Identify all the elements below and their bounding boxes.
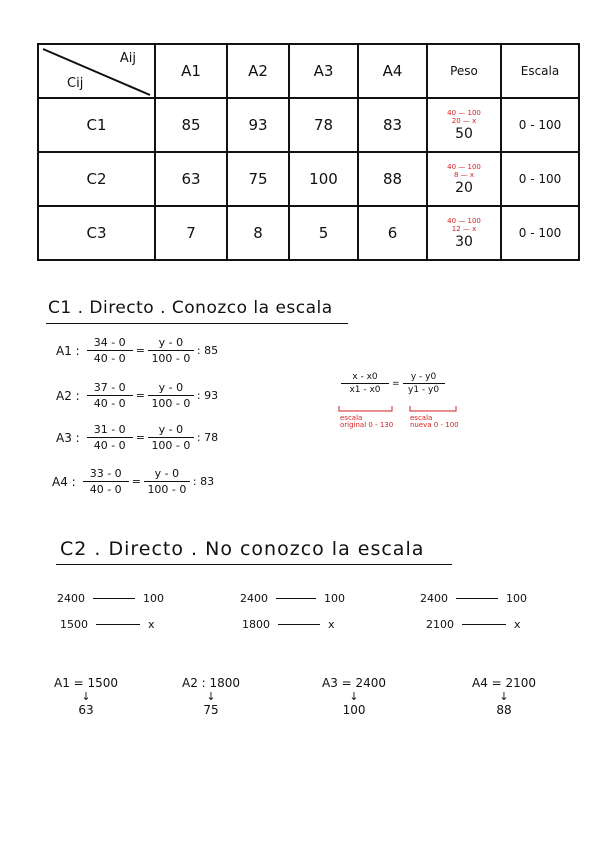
cell-c2-a4: 88	[358, 152, 427, 206]
equation-label: A2 :	[56, 388, 80, 403]
denominator: 40 - 0	[89, 483, 122, 496]
cell-c2-escala: 0 - 100	[501, 152, 579, 206]
fraction	[148, 336, 194, 365]
cell-c1-peso	[427, 98, 501, 152]
table-header-row	[38, 44, 579, 98]
numerator: y - 0	[148, 423, 194, 438]
denominator: x1 - x0	[349, 385, 381, 395]
numerator: x - x0	[341, 372, 389, 384]
peso-value: 30	[455, 234, 473, 250]
peso-note: 40 — 100	[447, 163, 481, 171]
prop-dash	[276, 598, 316, 599]
header-aij: Aij	[119, 51, 136, 66]
numerator: y - 0	[148, 336, 194, 351]
equation-a2: A2 : $\frac{37 - 0}{40 - 0}$ = $\frac{y - 0}{100 - 0}$ : 93	[56, 381, 219, 410]
cell-c3-peso	[427, 206, 501, 260]
cell-c1-a3: 78	[289, 98, 358, 152]
prop-dash	[93, 598, 135, 599]
equation-result: : 78	[196, 431, 219, 444]
result-label: A1 = 1500	[54, 676, 119, 690]
prop-dash	[456, 598, 498, 599]
row-label-c3: C3	[38, 206, 155, 260]
fraction	[148, 423, 194, 452]
equation-a4: A4 : $\frac{33 - 0}{40 - 0}$ = $\frac{y - 0}{100 - 0}$ : 83	[52, 467, 215, 496]
result-a4	[472, 676, 536, 717]
criteria-table	[37, 43, 580, 261]
fraction	[144, 467, 190, 496]
col-header-a3: A3	[289, 44, 358, 98]
down-arrow-icon: ↓	[81, 690, 91, 703]
prop-value: 100	[324, 592, 345, 605]
table-row	[38, 152, 579, 206]
result-label: A3 = 2400	[322, 676, 387, 690]
denominator: 40 - 0	[93, 352, 126, 365]
equation-a3: A3 : $\frac{31 - 0}{40 - 0}$ = $\frac{y - 0}{100 - 0}$ : 78	[56, 423, 219, 452]
col-header-escala: Escala	[501, 44, 579, 98]
cell-c1-a1: 85	[155, 98, 227, 152]
prop-value: 2400	[420, 592, 448, 605]
denominator: 100 - 0	[151, 397, 191, 410]
denominator: 40 - 0	[93, 439, 126, 452]
equation-result: : 93	[196, 389, 219, 402]
equation-a1: A1 : $\frac{34 - 0}{40 - 0}$ = $\frac{y - 0}{100 - 0}$ : 85	[56, 336, 219, 365]
numerator: y - 0	[144, 467, 190, 482]
peso-note: 12 — x	[451, 225, 477, 233]
numerator: 34 - 0	[87, 336, 133, 351]
cell-c3-a2: 8	[227, 206, 289, 260]
result-a2	[182, 676, 240, 717]
prop-dash	[278, 624, 320, 625]
numerator: y - y0	[403, 372, 445, 384]
note-text: nueva 0 - 100	[410, 421, 459, 429]
col-header-a2: A2	[227, 44, 289, 98]
result-value: 100	[342, 703, 366, 717]
down-arrow-icon: ↓	[499, 690, 509, 703]
diagonal-header-cell	[38, 44, 155, 98]
note-original-scale	[340, 415, 393, 429]
peso-value: 20	[455, 180, 473, 196]
equation-label: A4 :	[52, 474, 76, 489]
fraction	[403, 372, 445, 395]
denominator: 100 - 0	[151, 352, 191, 365]
section1-underline	[46, 323, 348, 324]
numerator: y - 0	[148, 381, 194, 396]
cell-c2-a3: 100	[289, 152, 358, 206]
cell-c1-escala: 0 - 100	[501, 98, 579, 152]
fraction	[148, 381, 194, 410]
peso-note: 40 — 100	[447, 217, 481, 225]
table-row	[38, 98, 579, 152]
cell-c2-a2: 75	[227, 152, 289, 206]
diagonal-line	[39, 45, 154, 99]
numerator: 37 - 0	[87, 381, 133, 396]
cell-c2-peso	[427, 152, 501, 206]
section2-title: C2 . Directo . No conozco la escala	[60, 538, 425, 560]
result-value: 63	[78, 703, 94, 717]
denominator: 100 - 0	[151, 439, 191, 452]
col-header-a4: A4	[358, 44, 427, 98]
header-cij: Cij	[67, 76, 84, 91]
cell-c3-escala: 0 - 100	[501, 206, 579, 260]
result-a3	[322, 676, 386, 717]
note-text: escala	[340, 414, 363, 422]
denominator: 40 - 0	[93, 397, 126, 410]
denominator: 100 - 0	[147, 483, 187, 496]
red-brackets	[336, 404, 462, 414]
row-label-c1: C1	[38, 98, 155, 152]
cell-c2-a1: 63	[155, 152, 227, 206]
prop-value: 2400	[240, 592, 268, 605]
denominator: y1 - y0	[408, 385, 440, 395]
equation-result: : 85	[196, 344, 219, 357]
row-label-c2: C2	[38, 152, 155, 206]
fraction	[87, 423, 133, 452]
section1-title: C1 . Directo . Conozco la escala	[48, 298, 333, 318]
numerator: 31 - 0	[87, 423, 133, 438]
result-value: 88	[496, 703, 512, 717]
peso-note: 8 — x	[453, 171, 475, 179]
cell-c1-a4: 83	[358, 98, 427, 152]
prop-value: x	[514, 618, 521, 631]
section2-underline	[56, 564, 452, 565]
down-arrow-icon: ↓	[349, 690, 359, 703]
interpolation-formula: $\frac{x - x0}{x1 - x0}$ = $\frac{y - y0}{y1 - y0}$	[338, 372, 448, 395]
note-new-scale	[410, 415, 459, 429]
prop-value: 1500	[60, 618, 88, 631]
peso-value: 50	[455, 126, 473, 142]
fraction	[87, 381, 133, 410]
prop-value: 100	[506, 592, 527, 605]
table-row	[38, 206, 579, 260]
prop-value: 2400	[57, 592, 85, 605]
cell-c3-a3: 5	[289, 206, 358, 260]
cell-c3-a1: 7	[155, 206, 227, 260]
cell-c1-a2: 93	[227, 98, 289, 152]
prop-value: x	[328, 618, 335, 631]
down-arrow-icon: ↓	[206, 690, 216, 703]
fraction	[341, 372, 389, 395]
fraction	[87, 336, 133, 365]
fraction	[83, 467, 129, 496]
note-text: original 0 - 130	[340, 421, 394, 429]
prop-dash	[96, 624, 140, 625]
prop-value: x	[148, 618, 155, 631]
note-text: escala	[410, 414, 433, 422]
result-a1	[54, 676, 118, 717]
col-header-a1: A1	[155, 44, 227, 98]
equation-label: A3 :	[56, 430, 80, 445]
result-label: A4 = 2100	[472, 676, 537, 690]
prop-dash	[462, 624, 506, 625]
peso-note: 40 — 100	[447, 109, 481, 117]
numerator: 33 - 0	[83, 467, 129, 482]
result-label: A2 : 1800	[182, 676, 241, 690]
prop-value: 1800	[242, 618, 270, 631]
result-value: 75	[203, 703, 219, 717]
equation-label: A1 :	[56, 343, 80, 358]
col-header-peso: Peso	[427, 44, 501, 98]
cell-c3-a4: 6	[358, 206, 427, 260]
prop-value: 2100	[426, 618, 454, 631]
peso-note: 20 — x	[451, 117, 477, 125]
equation-result: : 83	[192, 475, 215, 488]
prop-value: 100	[143, 592, 164, 605]
